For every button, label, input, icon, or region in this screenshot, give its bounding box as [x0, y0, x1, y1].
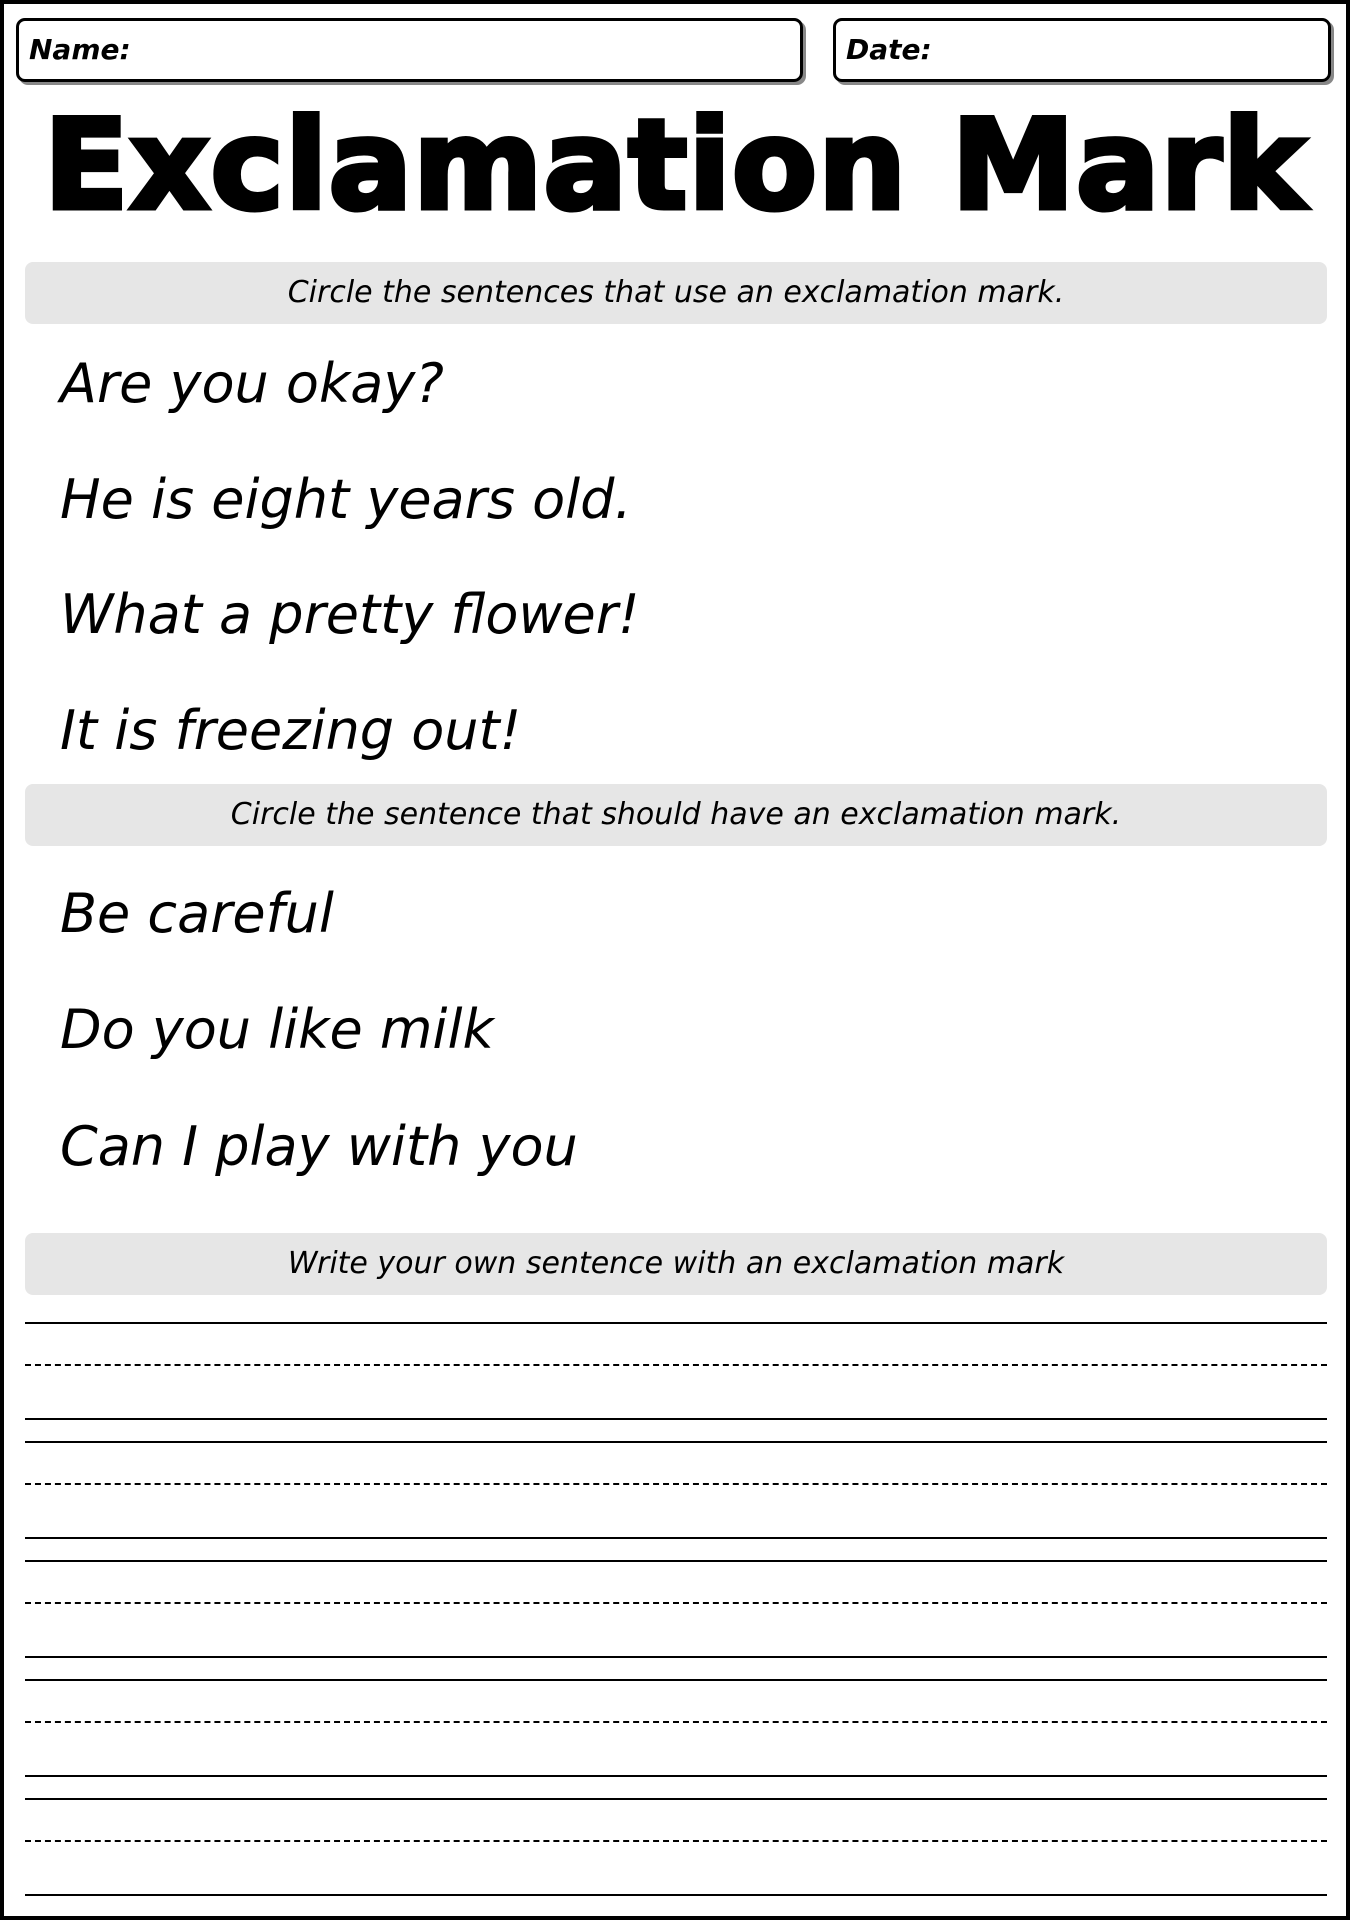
date-label: Date:: [846, 33, 932, 66]
date-field[interactable]: [833, 18, 1331, 82]
writing-line-2[interactable]: [25, 1441, 1327, 1541]
sentence-1-2[interactable]: He is eight years old.: [60, 468, 632, 531]
sentence-2-3[interactable]: Can I play with you: [60, 1115, 578, 1178]
sentence-1-1[interactable]: Are you okay?: [60, 352, 444, 415]
instruction-3: Write your own sentence with an exclamation mark: [25, 1233, 1327, 1295]
instruction-2: Circle the sentence that should have an exclamation mark.: [25, 784, 1327, 846]
sentence-2-2[interactable]: Do you like milk: [60, 998, 494, 1061]
writing-line-3[interactable]: [25, 1560, 1327, 1660]
sentence-1-3[interactable]: What a pretty flower!: [60, 583, 640, 646]
name-field[interactable]: [16, 18, 803, 82]
writing-line-5[interactable]: [25, 1798, 1327, 1898]
writing-line-4[interactable]: [25, 1679, 1327, 1779]
sentence-1-4[interactable]: It is freezing out!: [60, 699, 522, 762]
sentence-2-1[interactable]: Be careful: [60, 882, 334, 945]
name-label: Name:: [29, 33, 131, 66]
writing-line-1[interactable]: [25, 1322, 1327, 1422]
instruction-1: Circle the sentences that use an exclamation mark.: [25, 262, 1327, 324]
page-title: Exclamation Mark: [43, 94, 1307, 238]
